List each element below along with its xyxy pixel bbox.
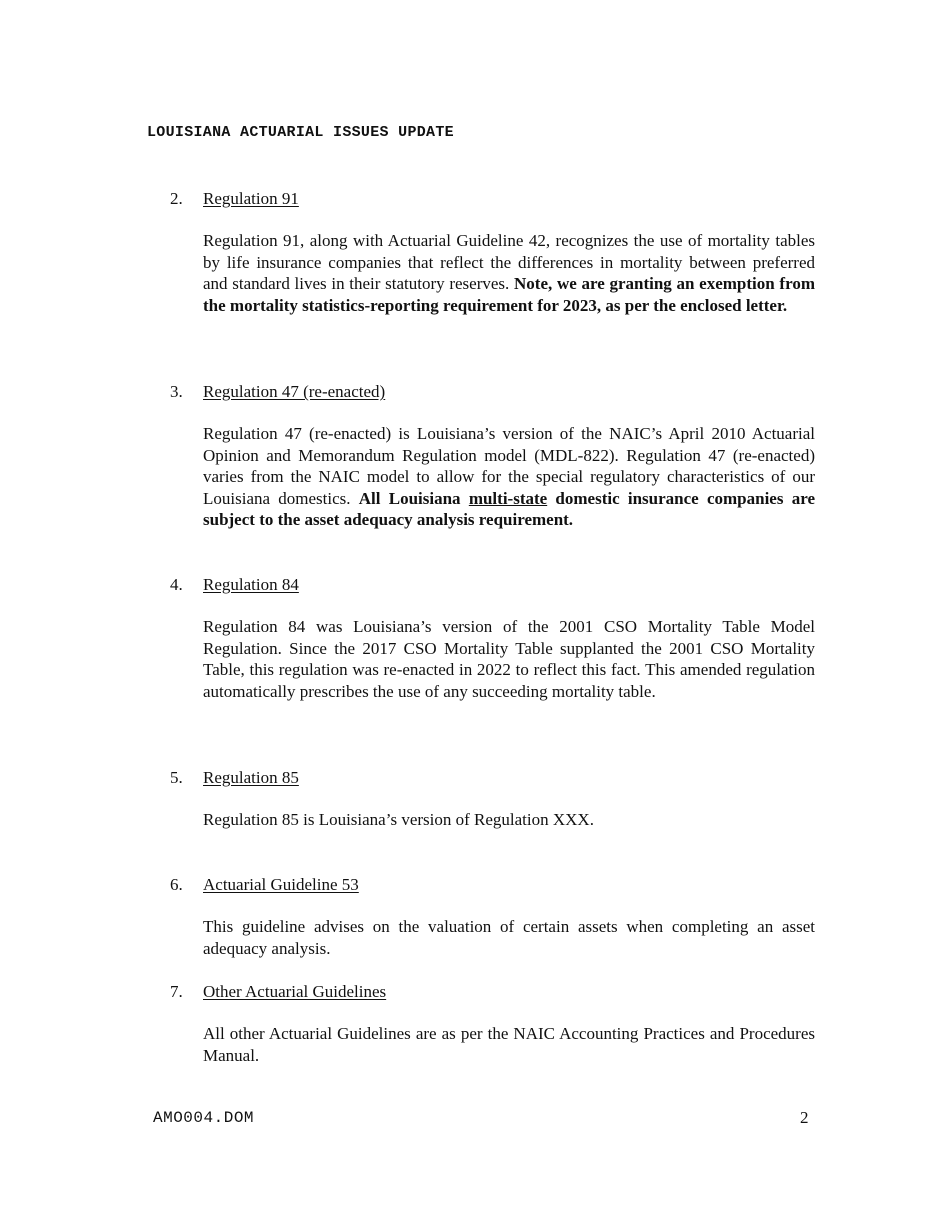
body-bold-a: All Louisiana bbox=[358, 488, 469, 508]
section-body: Regulation 84 was Louisiana’s version of the 2001 CSO Mortality Table Model Regulation. Since the 2017 CSO Mortality Table supplanted the 2001 CSO Mortality Table, this regulation was re-enacted in 2022 to reflect this fact. This amended regulation automatically prescribes the use of any succeeding mortality table. bbox=[203, 617, 815, 701]
section-body: All other Actuarial Guidelines are as per the NAIC Accounting Practices and Procedures Manual. bbox=[203, 1024, 815, 1065]
section-body bbox=[203, 423, 815, 531]
section-regulation-47 bbox=[170, 382, 820, 531]
section-body: This guideline advises on the valuation of certain assets when completing an asset adequacy analysis. bbox=[203, 917, 815, 958]
section-number: 6. bbox=[170, 875, 183, 894]
section-number: 5. bbox=[170, 768, 183, 787]
section-heading: Regulation 91 bbox=[203, 189, 299, 208]
section-number: 4. bbox=[170, 575, 183, 594]
section-body: Regulation 85 is Louisiana’s version of Regulation XXX. bbox=[203, 810, 594, 829]
body-text: Regulation 47 (re-enacted) is Louisiana’s version of the NAIC’s April 2010 Actuarial Opinion and Memorandum Regulation model (MDL-822). Regulation 47 (re-enacted) varies from the NAIC model to allow for the special regulatory characteristics of our Louisiana domestics. bbox=[203, 424, 815, 508]
section-number: 2. bbox=[170, 189, 183, 208]
footer-doc-id: AMO004.DOM bbox=[153, 1109, 255, 1127]
section-body bbox=[203, 230, 815, 316]
body-text: Regulation 91, along with Actuarial Guideline 42, recognizes the use of mortality tables by life insurance companies that reflect the differences in mortality between preferred and standard lives in their statutory reserves. bbox=[203, 231, 815, 293]
section-heading: Actuarial Guideline 53 bbox=[203, 875, 359, 894]
body-bold-b: domestic insurance companies are subject to the asset adequacy analysis requirement. bbox=[203, 488, 815, 529]
section-regulation-85 bbox=[170, 768, 820, 831]
section-heading: Regulation 47 (re-enacted) bbox=[203, 382, 386, 401]
body-bold-underlined: multi-state bbox=[468, 488, 548, 508]
section-regulation-91 bbox=[170, 189, 820, 316]
section-number: 7. bbox=[170, 982, 183, 1001]
section-heading: Other Actuarial Guidelines bbox=[203, 982, 387, 1001]
section-heading: Regulation 84 bbox=[203, 575, 299, 594]
section-actuarial-guideline-53 bbox=[170, 875, 820, 959]
body-bold-note: Note, we are granting an exemption from the mortality statistics-reporting requirement for 2023, as per the enclosed letter. bbox=[203, 274, 815, 315]
section-number: 3. bbox=[170, 382, 183, 401]
section-regulation-84 bbox=[170, 575, 820, 702]
page-number: 2 bbox=[800, 1108, 809, 1127]
section-heading: Regulation 85 bbox=[203, 768, 299, 787]
document-title: LOUISIANA ACTUARIAL ISSUES UPDATE bbox=[147, 124, 454, 141]
section-other-guidelines bbox=[170, 982, 820, 1066]
